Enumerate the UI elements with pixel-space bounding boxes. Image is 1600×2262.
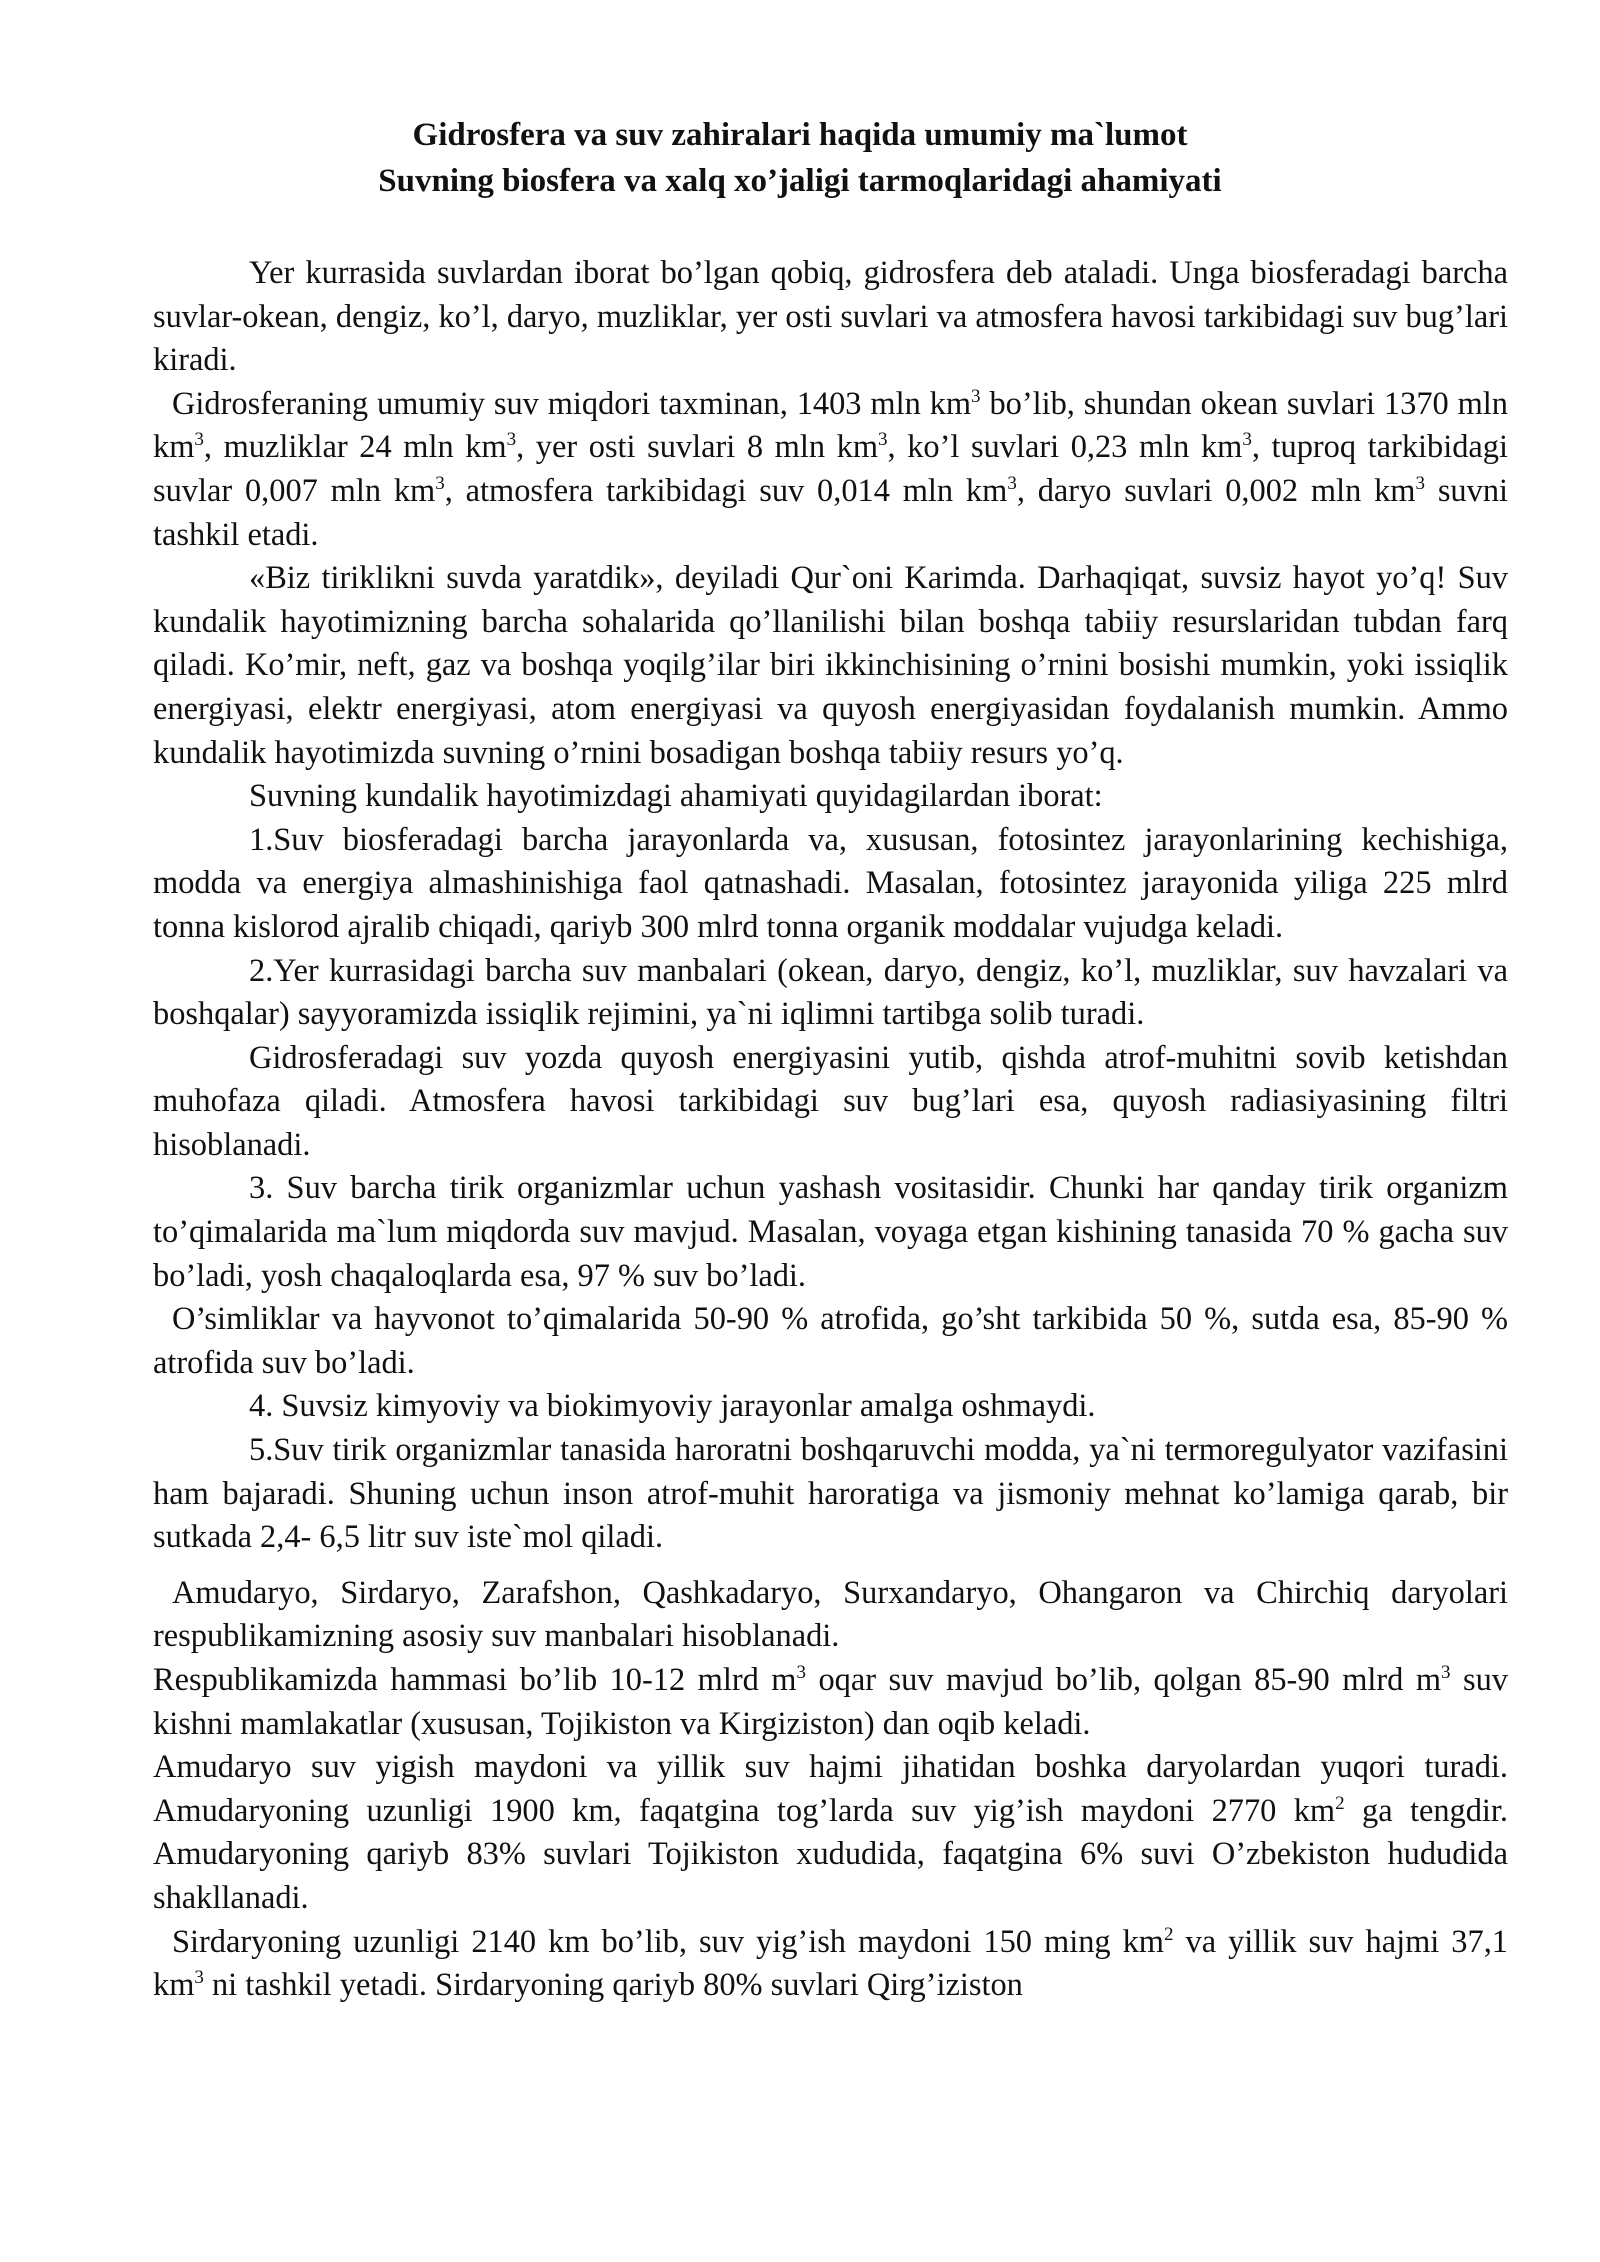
list-item-1: 1.Suv biosferadagi barcha jarayonlarda va, xususan, fotosintez jarayonlarining kechishiga, modda va energiya almashinishiga faol qatnashadi. Masalan, fotosintez jarayonida yiliga 225 mlrd tonna kislorod ajralib chiqadi, qariyb 300 mlrd tonna organik moddalar vujudga keladi. [153, 821, 1508, 945]
list-item-4: 4. Suvsiz kimyoviy va biokimyoviy jarayonlar amalga oshmaydi. [249, 1388, 1096, 1425]
paragraph-water-volumes: Gidrosferaning umumiy suv miqdori taxminan, 1403 mln $km^3$ bo’lib, shundan okean suvlari 1370 mln $km^3$, muzliklar 24 mln $km^3$, yer osti suvlari 8 mln $km^3$, ko’l suvlari 0,23 mln $km^3$, tuproq tarkibidagi suvlar 0,007 mln $km^3$, atmosfera tarkibidagi suv 0,014 mln $km^3$, daryo suvlari 0,002 mln $km^3$ suvni tashkil etadi. [153, 385, 1509, 553]
list-item-5: 5.Suv tirik organizmlar tanasida haroratni boshqaruvchi modda, ya`ni termoregulyator vazifasini ham bajaradi. Shuning uchun inson atrof-muhit haroratiga va jismoniy mehnat ko’lamiga qarab, bir sutkada 2,4- 6,5 litr suv iste`mol qiladi. [153, 1432, 1508, 1556]
paragraph-water-importance: «Biz tiriklikni suvda yaratdik», deyiladi Qur`oni Karimda. Darhaqiqat, suvsiz hayot yo’q! Suv kundalik hayotimizning barcha sohalarida qo’llanilishi bilan boshqa tabiiy resurslaridan tubdan farq qiladi. Ko’mir, neft, gaz va boshqa yoqilg’ilar biri ikkinchisining o’rnini bosishi mumkin, yoki issiqlik energiyasi, elektr energiyasi, atom energiyasi va quyosh energiyasidan foydalanish mumkin. Ammo kundalik hayotimizda suvning o’rnini bosadigan boshqa tabiiy resurs yo’q. [153, 560, 1508, 771]
paragraph-water-resources: Respublikamizda hammasi bo’lib 10-12 mlrd $m^3$ oqar suv mavjud bo’lib, qolgan 85-90 mlrd $m^3$ suv kishni mamlakatlar (xususan, Tojikiston va Kirgiziston) dan oqib keladi. [153, 1662, 1508, 1742]
list-item-2: 2.Yer kurrasidagi barcha suv manbalari (okean, daryo, dengiz, ko’l, muzliklar, suv havzalari va boshqalar) sayyoramizda issiqlik rejimini, ya`ni iqlimni tartibga solib turadi. [153, 952, 1508, 1033]
document-body [153, 252, 1508, 2008]
list-item-3: 3. Suv barcha tirik organizmlar uchun yashash vositasidir. Chunki har qanday tirik organizm to’qimalarida ma`lum miqdorda suv mavjud. Masalan, voyaga etgan kishining tanasida 70 % gacha suv bo’ladi, yosh chaqaloqlarda esa, 97 % suv bo’ladi. [153, 1170, 1508, 1294]
paragraph-list-intro: Suvning kundalik hayotimizdagi ahamiyati quyidagilardan iborat: [249, 778, 1103, 815]
paragraph-hydrosphere-definition: Yer kurrasida suvlardan iborat bo’lgan qobiq, gidrosfera deb ataladi. Unga biosferadagi barcha suvlar-okean, dengiz, ko’l, daryo, muzliklar, yer osti suvlari va atmosfera havosi tarkibidagi suv bug’lari kiradi. [153, 255, 1508, 379]
paragraph-climate: Gidrosferadagi suv yozda quyosh energiyasini yutib, qishda atrof-muhitni sovib ketishdan muhofaza qiladi. Atmosfera havosi tarkibidagi suv bug’lari esa, quyosh radiasiyasining filtri hisoblanadi. [153, 1039, 1508, 1163]
paragraph-rivers: Amudaryo, Sirdaryo, Zarafshon, Qashkadaryo, Surxandaryo, Ohangaron va Chirchiq daryolari respublikamizning asosiy suv manbalari hisoblanadi. [153, 1574, 1508, 1655]
document-title: Gidrosfera va suv zahiralari haqida umumiy ma`lumot [412, 117, 1188, 153]
paragraph-amudarya: Amudaryo suv yigish maydoni va yillik suv hajmi jihatidan boshka daryolardan yuqori turadi. Amudaryoning uzunligi 1900 km, faqatgina tog’larda suv yig’ish maydoni 2770 $km^2$ ga tengdir. Amudaryoning qariyb 83% suvlari Tojikiston xududida, faqatgina 6% suvi O’zbekiston hududida shakllanadi. [153, 1749, 1509, 1916]
paragraph-sirdarya: Sirdaryoning uzunligi 2140 km bo’lib, suv yig’ish maydoni 150 ming $km^2$ va yillik suv hajmi 37,1 $km^3$ ni tashkil yetadi. Sirdaryoning qariyb 80% suvlari Qirg’iziston [153, 1923, 1508, 2004]
document-heading [150, 112, 1450, 204]
document-subtitle: Suvning biosfera va xalq xo’jaligi tarmoqlaridagi ahamiyati [378, 163, 1222, 199]
paragraph-plants-animals: O’simliklar va hayvonot to’qimalarida 50-90 % atrofida, go’sht tarkibida 50 %, sutda esa, 85-90 % atrofida suv bo’ladi. [153, 1301, 1508, 1381]
